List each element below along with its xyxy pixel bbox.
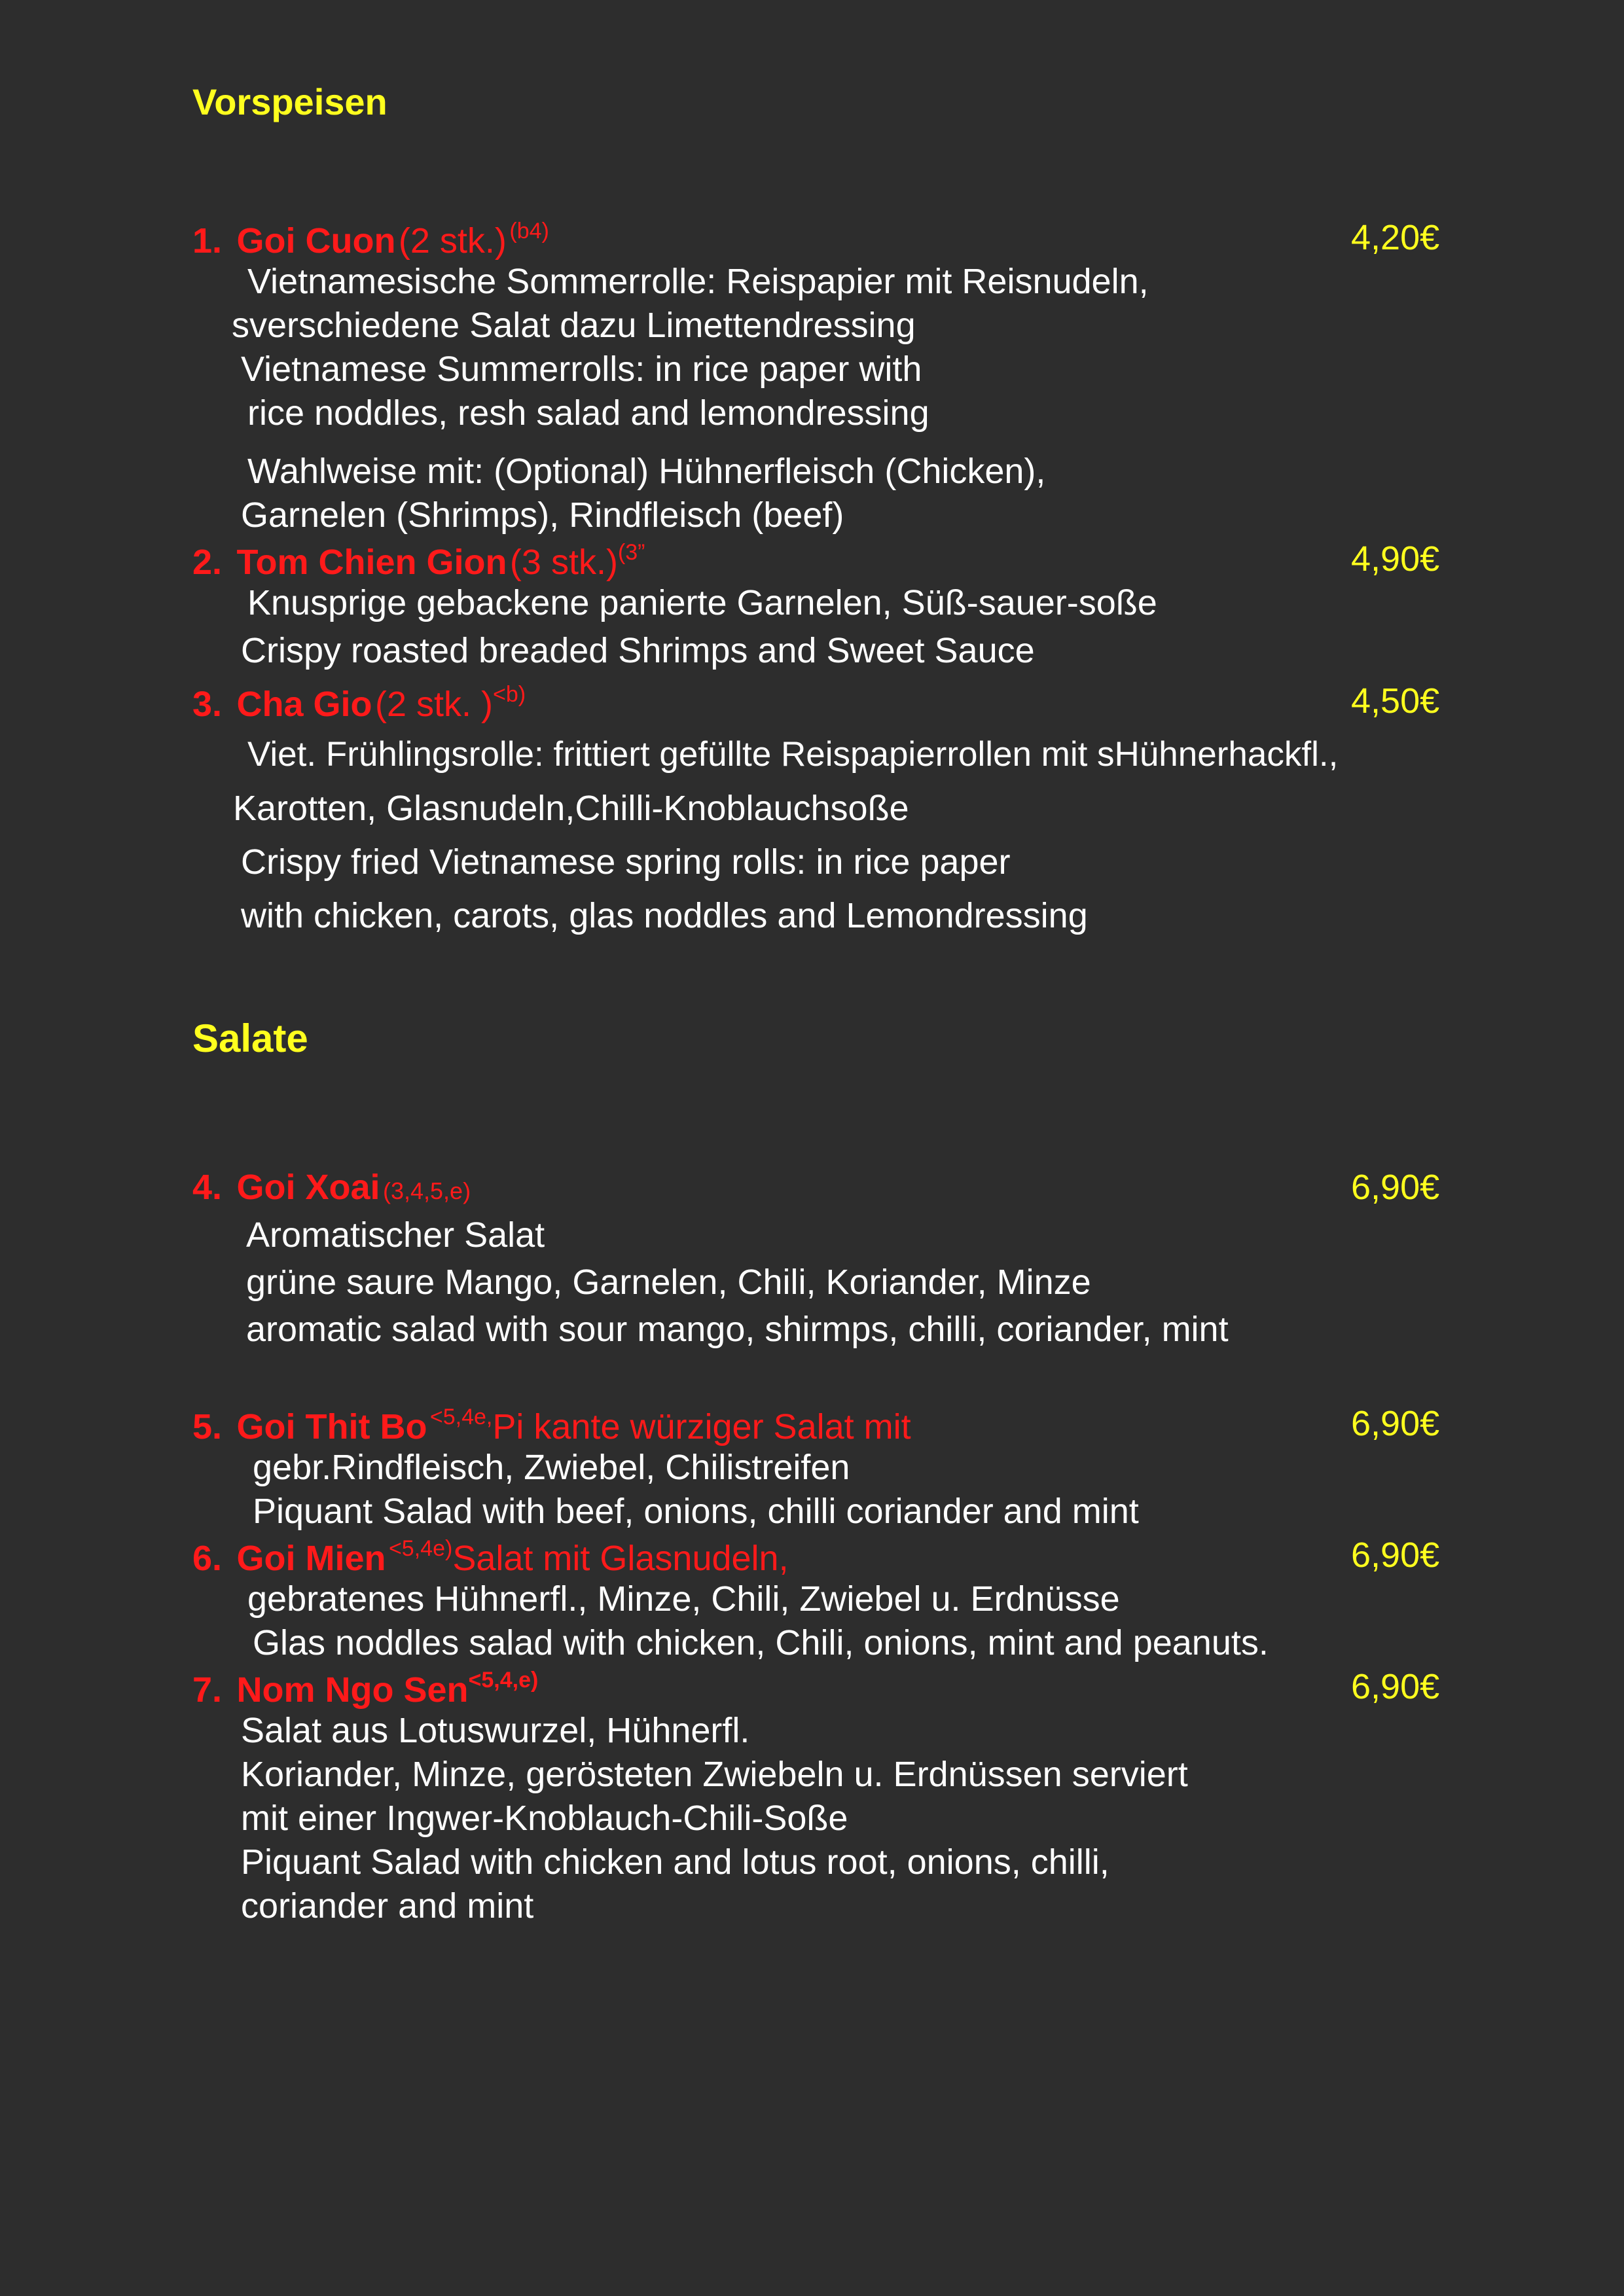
- item-name: Goi Cuon: [236, 221, 396, 260]
- menu-item-6-title: [192, 1537, 789, 1576]
- item-number: 2.: [192, 543, 223, 582]
- item-number: 4.: [192, 1168, 223, 1207]
- item-qty: (2 stk. ): [374, 685, 493, 724]
- menu-item-4-title: [192, 1170, 471, 1205]
- item-allergen-note: <b): [492, 682, 526, 707]
- item-qty: (2 stk.): [398, 221, 507, 260]
- menu-item-2-price: 4,90€: [1351, 539, 1440, 579]
- item-allergen-note: (3”: [617, 540, 645, 565]
- menu-item-1-title: [192, 220, 549, 259]
- menu-item-2-title: [192, 541, 645, 580]
- menu-item-7-title: [192, 1669, 538, 1708]
- item-number: 6.: [192, 1539, 223, 1578]
- menu-item-5-title: [192, 1406, 911, 1444]
- section-title-salate: Salate: [192, 1016, 308, 1060]
- item-desc-line: Salat aus Lotuswurzel, Hühnerfl.: [241, 1711, 750, 1750]
- item-allergen-note: (3,4,5,e): [383, 1177, 471, 1204]
- item-name: Nom Ngo Sen: [236, 1670, 469, 1710]
- menu-item-7-price: 6,90€: [1351, 1667, 1440, 1706]
- item-desc-line: rice noddles, resh salad and lemondressing: [247, 393, 929, 433]
- item-number: 5.: [192, 1407, 223, 1446]
- item-allergen-note: <5,4e,: [429, 1405, 493, 1429]
- section-title-vorspeisen: Vorspeisen: [192, 81, 388, 122]
- item-subtitle: Salat mit Glasnudeln,: [452, 1539, 789, 1578]
- menu-item-3-price: 4,50€: [1351, 681, 1440, 721]
- item-desc-line: Viet. Frühlingsrolle: frittiert gefüllte Reispapierrollen mit sHühnerhackfl.,: [247, 735, 1339, 774]
- item-number: 7.: [192, 1670, 223, 1710]
- item-desc-line: Crispy roasted breaded Shrimps and Sweet Sauce: [241, 631, 1035, 670]
- item-desc-line: Vietnamese Summerrolls: in rice paper with: [241, 350, 922, 389]
- item-desc-line: Wahlweise mit: (Optional) Hühnerfleisch (Chicken),: [247, 452, 1046, 491]
- item-allergen-note: <5,4,e): [468, 1668, 539, 1693]
- item-desc-line: aromatic salad with sour mango, shirmps, chilli, coriander, mint: [246, 1310, 1229, 1349]
- item-desc-line: mit einer Ingwer-Knoblauch-Chili-Soße: [241, 1799, 848, 1838]
- item-desc-line: Garnelen (Shrimps), Rindfleisch (beef): [241, 495, 844, 535]
- item-desc-line: gebr.Rindfleisch, Zwiebel, Chilistreifen: [253, 1448, 850, 1487]
- item-name: Tom Chien Gion: [236, 543, 507, 582]
- item-number: 1.: [192, 221, 223, 260]
- item-desc-line: grüne saure Mango, Garnelen, Chili, Koriander, Minze: [246, 1263, 1091, 1302]
- item-qty: (3 stk.): [509, 543, 618, 582]
- item-desc-line: with chicken, carots, glas noddles and Lemondressing: [241, 896, 1088, 935]
- item-desc-line: gebratenes Hühnerfl., Minze, Chili, Zwiebel u. Erdnüsse: [247, 1579, 1120, 1619]
- item-desc-line: Piquant Salad with beef, onions, chilli coriander and mint: [253, 1492, 1139, 1531]
- menu-item-4-price: 6,90€: [1351, 1168, 1440, 1207]
- item-desc-line: Karotten, Glasnudeln,Chilli-Knoblauchsoße: [233, 789, 909, 828]
- item-desc-line: sverschiedene Salat dazu Limettendressing: [232, 306, 916, 345]
- item-desc-line: Koriander, Minze, gerösteten Zwiebeln u. Erdnüssen serviert: [241, 1755, 1188, 1794]
- item-name: Cha Gio: [236, 685, 372, 724]
- item-number: 3.: [192, 685, 223, 724]
- item-name: Goi Thit Bo: [236, 1407, 427, 1446]
- item-allergen-note: <5,4e): [388, 1536, 453, 1561]
- menu-item-3-title: [192, 683, 526, 722]
- menu-item-5-price: 6,90€: [1351, 1404, 1440, 1443]
- item-desc-line: Vietnamesische Sommerrolle: Reispapier mit Reisnudeln,: [247, 262, 1149, 301]
- item-desc-line: Piquant Salad with chicken and lotus root, onions, chilli,: [241, 1842, 1110, 1882]
- item-desc-line: Knusprige gebackene panierte Garnelen, Süß-sauer-soße: [247, 583, 1157, 622]
- item-name: Goi Mien: [236, 1539, 386, 1578]
- item-allergen-note: (b4): [509, 219, 549, 243]
- menu-item-1-price: 4,20€: [1351, 218, 1440, 257]
- item-desc-line: coriander and mint: [241, 1886, 534, 1926]
- item-desc-line: Crispy fried Vietnamese spring rolls: in rice paper: [241, 842, 1011, 882]
- item-desc-line: Aromatischer Salat: [246, 1215, 545, 1255]
- menu-item-6-price: 6,90€: [1351, 1535, 1440, 1575]
- item-subtitle: Pi kante würziger Salat mit: [492, 1407, 911, 1446]
- item-name: Goi Xoai: [236, 1168, 380, 1207]
- item-desc-line: Glas noddles salad with chicken, Chili, onions, mint and peanuts.: [253, 1623, 1269, 1662]
